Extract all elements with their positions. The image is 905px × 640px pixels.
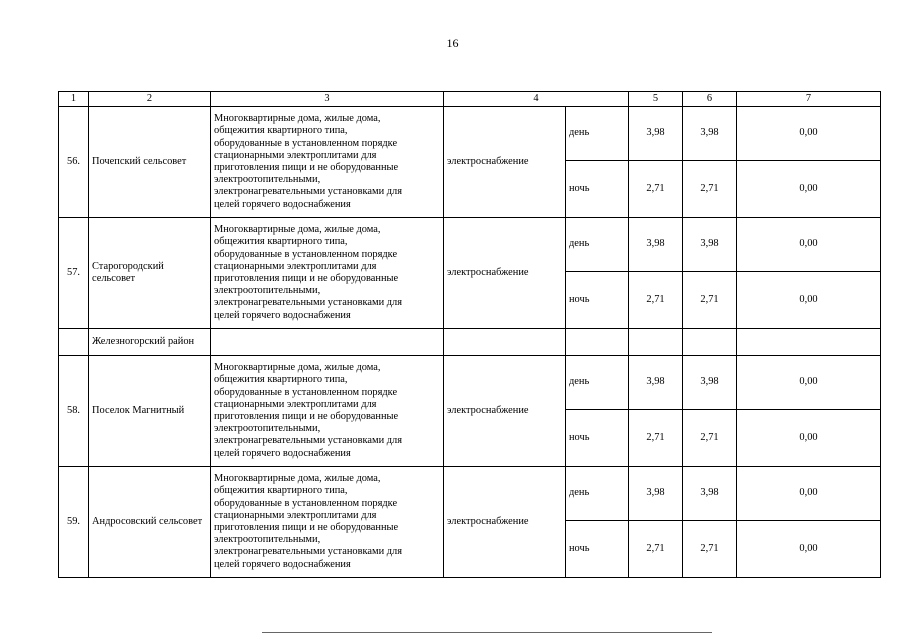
description-line: Многоквартирные дома, жилые дома, — [214, 473, 381, 485]
table-row — [59, 467, 881, 521]
value-col7: 0,00 — [737, 272, 881, 329]
value-col7: 0,00 — [737, 107, 881, 161]
utility-type: электроснабжение — [444, 107, 566, 218]
description-line: электроотопительными, — [214, 285, 321, 297]
description-line: Многоквартирные дома, жилые дома, — [214, 113, 381, 125]
table-row — [59, 356, 881, 410]
value-col7: 0,00 — [737, 521, 881, 578]
header-cell: 3 — [211, 92, 444, 107]
bottom-rule — [262, 632, 712, 633]
utility-type: электроснабжение — [444, 218, 566, 329]
value-col5: 2,71 — [629, 272, 683, 329]
settlement-name: Андросовский сельсовет — [89, 467, 211, 578]
description-line: электронагревательными установками для — [214, 435, 402, 447]
value-col6: 2,71 — [683, 521, 737, 578]
description-line: электронагревательными установками для — [214, 546, 402, 558]
period-label: ночь — [566, 272, 629, 329]
value-col5: 3,98 — [629, 107, 683, 161]
header-cell: 1 — [59, 92, 89, 107]
consumer-description — [211, 218, 444, 329]
description-line: общежития квартирного типа, — [214, 374, 348, 386]
description-line: стационарными электроплитами для — [214, 509, 377, 521]
settlement-name: Старогородский сельсовет — [89, 218, 211, 329]
empty-cell — [59, 329, 89, 356]
value-col7: 0,00 — [737, 161, 881, 218]
description-line: стационарными электроплитами для — [214, 149, 377, 161]
settlement-name: Почепский сельсовет — [89, 107, 211, 218]
value-col6: 3,98 — [683, 467, 737, 521]
value-col5: 3,98 — [629, 218, 683, 272]
tariff-table — [58, 91, 881, 578]
description-line: Многоквартирные дома, жилые дома, — [214, 362, 381, 374]
period-label: ночь — [566, 410, 629, 467]
description-line: стационарными электроплитами для — [214, 260, 377, 272]
table-body — [59, 92, 881, 578]
description-line: оборудованные в установленном порядке — [214, 497, 398, 509]
empty-cell — [737, 329, 881, 356]
value-col6: 2,71 — [683, 410, 737, 467]
value-col6: 3,98 — [683, 356, 737, 410]
description-line: приготовления пищи и не оборудованные — [214, 411, 399, 422]
description-line: приготовления пищи и не оборудованные — [214, 162, 399, 173]
row-number: 58. — [59, 356, 89, 467]
description-line: приготовления пищи и не оборудованные — [214, 522, 399, 533]
value-col5: 3,98 — [629, 356, 683, 410]
empty-cell — [444, 329, 566, 356]
utility-type: электроснабжение — [444, 467, 566, 578]
page-number: 16 — [446, 36, 459, 50]
value-col6: 3,98 — [683, 107, 737, 161]
header-cell: 4 — [444, 92, 629, 107]
description-line: целей горячего водоснабжения — [214, 558, 351, 570]
header-row — [59, 92, 881, 107]
description-line: электроотопительными, — [214, 174, 321, 186]
description-line: оборудованные в установленном порядке — [214, 386, 398, 398]
header-cell: 5 — [629, 92, 683, 107]
row-number: 56. — [59, 107, 89, 218]
empty-cell — [211, 329, 444, 356]
period-label: ночь — [566, 161, 629, 218]
description-line: оборудованные в установленном порядке — [214, 248, 398, 260]
settlement-name: Поселок Магнитный — [89, 356, 211, 467]
description-line: стационарными электроплитами для — [214, 398, 377, 410]
description-line: электронагревательными установками для — [214, 297, 402, 309]
district-name: Железногорский район — [89, 329, 211, 356]
value-col7: 0,00 — [737, 356, 881, 410]
empty-cell — [566, 329, 629, 356]
value-col6: 3,98 — [683, 218, 737, 272]
value-col5: 3,98 — [629, 467, 683, 521]
value-col7: 0,00 — [737, 467, 881, 521]
period-label: день — [566, 356, 629, 410]
consumer-description — [211, 356, 444, 467]
value-col5: 2,71 — [629, 410, 683, 467]
empty-cell — [629, 329, 683, 356]
empty-cell — [683, 329, 737, 356]
value-col7: 0,00 — [737, 218, 881, 272]
description-line: общежития квартирного типа, — [214, 125, 348, 137]
header-cell: 7 — [737, 92, 881, 107]
description-line: электроотопительными, — [214, 423, 321, 435]
value-col5: 2,71 — [629, 161, 683, 218]
description-line: целей горячего водоснабжения — [214, 447, 351, 459]
value-col7: 0,00 — [737, 410, 881, 467]
district-row — [59, 329, 881, 356]
period-label: день — [566, 218, 629, 272]
description-line: электроотопительными, — [214, 534, 321, 546]
period-label: день — [566, 467, 629, 521]
description-line: электронагревательными установками для — [214, 186, 402, 198]
consumer-description — [211, 467, 444, 578]
description-line: целей горячего водоснабжения — [214, 309, 351, 321]
row-number: 59. — [59, 467, 89, 578]
period-label: день — [566, 107, 629, 161]
header-cell: 2 — [89, 92, 211, 107]
period-label: ночь — [566, 521, 629, 578]
value-col5: 2,71 — [629, 521, 683, 578]
value-col6: 2,71 — [683, 272, 737, 329]
table-row — [59, 107, 881, 161]
description-line: общежития квартирного типа, — [214, 485, 348, 497]
consumer-description — [211, 107, 444, 218]
description-line: оборудованные в установленном порядке — [214, 137, 398, 149]
utility-type: электроснабжение — [444, 356, 566, 467]
description-line: Многоквартирные дома, жилые дома, — [214, 224, 381, 236]
header-cell: 6 — [683, 92, 737, 107]
description-line: приготовления пищи и не оборудованные — [214, 273, 399, 284]
description-line: общежития квартирного типа, — [214, 236, 348, 248]
table-row — [59, 218, 881, 272]
value-col6: 2,71 — [683, 161, 737, 218]
row-number: 57. — [59, 218, 89, 329]
description-line: целей горячего водоснабжения — [214, 198, 351, 210]
